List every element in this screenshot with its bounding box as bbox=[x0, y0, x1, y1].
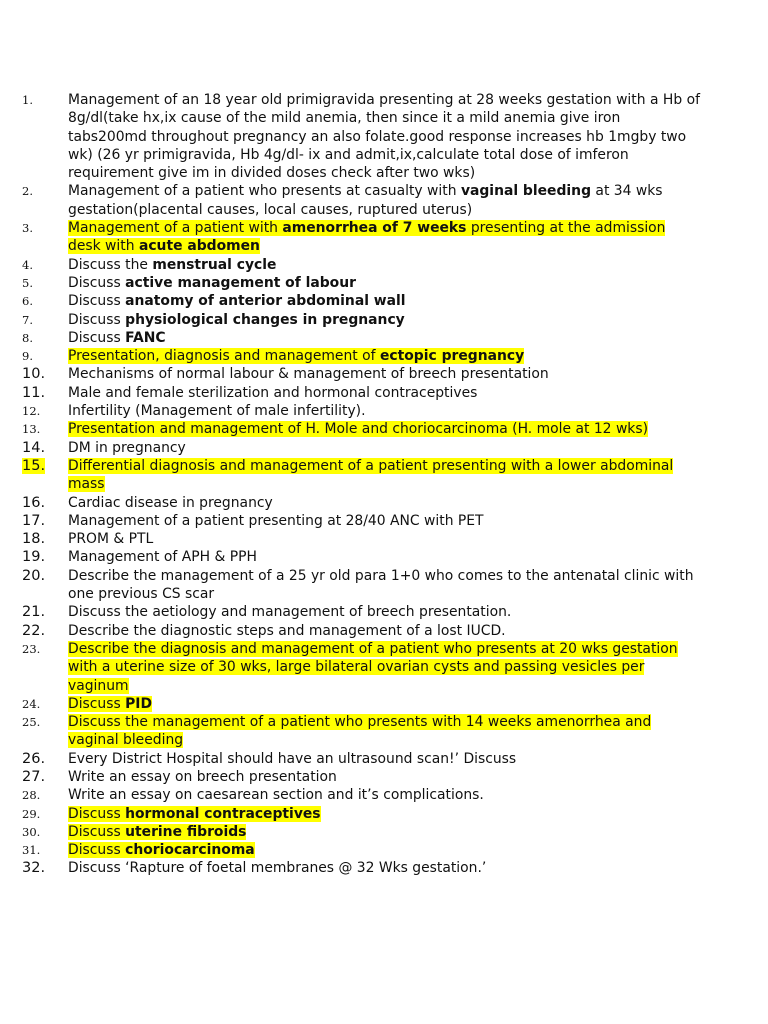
list-item bbox=[0, 311, 768, 329]
item-number bbox=[0, 530, 68, 548]
list-item bbox=[0, 274, 768, 292]
item-number-text: 16. bbox=[22, 494, 46, 511]
item-text-run: Write an essay on breech presentation bbox=[68, 768, 337, 785]
item-number bbox=[0, 567, 68, 585]
item-text bbox=[68, 384, 700, 402]
item-text bbox=[68, 603, 700, 621]
list-item bbox=[0, 530, 768, 548]
list-item bbox=[0, 567, 768, 604]
list-item bbox=[0, 823, 768, 841]
item-text-run: DM in pregnancy bbox=[68, 439, 186, 456]
list-item bbox=[0, 420, 768, 438]
list-item bbox=[0, 439, 768, 457]
item-number bbox=[0, 329, 68, 347]
item-number bbox=[0, 292, 68, 310]
item-text-run: Management of an 18 year old primigravida presenting at 28 weeks gestation with a Hb of 8g/dl(take hx,ix cause of the mild anemia, then since it a mild anemia give iron tabs200md throughout pregnancy an also folate.good response increases hb 1mgby two wk) (26 yr primigravida, Hb 4g/dl- ix and admit,ix,calculate total dose of imferon requirement give im in divided doses check after two wks) bbox=[68, 92, 700, 182]
item-text-bold: acute abdomen bbox=[138, 238, 260, 255]
list-item bbox=[0, 768, 768, 786]
list-item bbox=[0, 640, 768, 695]
item-text-run: Mechanisms of normal labour & management of breech presentation bbox=[68, 366, 549, 383]
item-number-text: 23. bbox=[22, 641, 41, 656]
item-number-text: 27. bbox=[22, 768, 46, 785]
item-number bbox=[0, 603, 68, 621]
item-number-text: 32. bbox=[22, 860, 46, 877]
item-number bbox=[0, 402, 68, 420]
item-text-run: Discuss ‘Rapture of foetal membranes @ 32 Wks gestation.’ bbox=[68, 860, 487, 877]
item-text-run: Describe the diagnostic steps and management of a lost IUCD. bbox=[68, 622, 506, 639]
item-text bbox=[68, 439, 700, 457]
list-item bbox=[0, 256, 768, 274]
item-text bbox=[68, 91, 700, 182]
item-text-run: Discuss bbox=[68, 823, 126, 840]
item-text bbox=[68, 420, 700, 438]
item-number bbox=[0, 347, 68, 365]
item-text-bold: choriocarcinoma bbox=[125, 842, 255, 859]
list-item bbox=[0, 365, 768, 383]
list-item bbox=[0, 695, 768, 713]
item-text-run: PROM & PTL bbox=[68, 531, 154, 548]
item-text-run: Discuss bbox=[68, 695, 126, 712]
item-text-bold: active management of labour bbox=[125, 274, 356, 291]
item-text bbox=[68, 365, 700, 383]
item-text-run: Management of a patient presenting at 28/40 ANC with PET bbox=[68, 512, 484, 529]
item-number bbox=[0, 384, 68, 402]
item-text bbox=[68, 805, 700, 823]
item-number-text: 12. bbox=[22, 404, 41, 419]
item-text bbox=[68, 292, 700, 310]
item-number-text: 2. bbox=[22, 184, 33, 199]
item-number-text: 21. bbox=[22, 604, 46, 621]
item-number-text: 6. bbox=[22, 294, 33, 309]
item-text bbox=[68, 622, 700, 640]
item-number-text: 3. bbox=[22, 221, 33, 236]
item-text-bold: vaginal bleeding bbox=[460, 183, 592, 200]
item-number-text: 9. bbox=[22, 349, 33, 364]
item-number-text: 15. bbox=[22, 457, 46, 474]
item-text-run: Discuss bbox=[68, 274, 126, 291]
list-item bbox=[0, 841, 768, 859]
item-number bbox=[0, 494, 68, 512]
item-number-text: 19. bbox=[22, 549, 46, 566]
item-number-text: 17. bbox=[22, 512, 46, 529]
item-number bbox=[0, 695, 68, 713]
item-text-run: Discuss the bbox=[68, 256, 153, 273]
list-item bbox=[0, 182, 768, 219]
list-item bbox=[0, 219, 768, 256]
item-text-run: Discuss bbox=[68, 805, 126, 822]
item-number bbox=[0, 182, 68, 200]
item-number-text: 30. bbox=[22, 824, 41, 839]
item-number bbox=[0, 439, 68, 457]
item-text bbox=[68, 274, 700, 292]
list-item bbox=[0, 329, 768, 347]
item-text-bold: anatomy of anterior abdominal wall bbox=[125, 293, 406, 310]
item-text-run: Write an essay on caesarean section and it’s complications. bbox=[68, 787, 484, 804]
item-text-run: Discuss bbox=[68, 842, 126, 859]
list-item bbox=[0, 347, 768, 365]
item-number-text: 24. bbox=[22, 696, 41, 711]
item-text-run: Male and female sterilization and hormonal contraceptives bbox=[68, 384, 478, 401]
list-item bbox=[0, 603, 768, 621]
item-text bbox=[68, 859, 700, 877]
item-text-bold: menstrual cycle bbox=[152, 256, 277, 273]
item-text-run: Discuss the aetiology and management of breech presentation. bbox=[68, 604, 512, 621]
item-text bbox=[68, 329, 700, 347]
item-number-text: 22. bbox=[22, 622, 46, 639]
item-text bbox=[68, 695, 700, 713]
item-number bbox=[0, 548, 68, 566]
item-text-run: presenting at the admission desk with bbox=[68, 220, 666, 255]
item-text bbox=[68, 347, 700, 365]
question-list bbox=[0, 91, 768, 878]
list-item bbox=[0, 622, 768, 640]
list-item bbox=[0, 91, 768, 182]
item-number bbox=[0, 512, 68, 530]
item-number bbox=[0, 713, 68, 731]
item-text-bold: PID bbox=[125, 695, 153, 712]
item-text-run: Management of a patient who presents at casualty with bbox=[68, 183, 461, 200]
item-number-text: 1. bbox=[22, 93, 33, 107]
item-number bbox=[0, 274, 68, 292]
item-text-run: Every District Hospital should have an ultrasound scan!’ Discuss bbox=[68, 750, 517, 767]
item-number bbox=[0, 311, 68, 329]
item-text-run: Cardiac disease in pregnancy bbox=[68, 494, 273, 511]
item-text bbox=[68, 713, 700, 750]
item-number-text: 28. bbox=[22, 788, 41, 803]
item-text-run: Management of APH & PPH bbox=[68, 549, 257, 566]
item-text-bold: ectopic pregnancy bbox=[379, 348, 525, 365]
item-number bbox=[0, 805, 68, 823]
list-item bbox=[0, 494, 768, 512]
item-number-text: 25. bbox=[22, 715, 41, 730]
item-number bbox=[0, 841, 68, 859]
item-number-text: 11. bbox=[22, 384, 46, 401]
item-text-run: Presentation, diagnosis and management of bbox=[68, 348, 380, 365]
item-text-run: Discuss bbox=[68, 293, 126, 310]
item-text-run: Discuss bbox=[68, 311, 126, 328]
item-text bbox=[68, 567, 700, 604]
item-number bbox=[0, 256, 68, 274]
list-item bbox=[0, 402, 768, 420]
item-text bbox=[68, 256, 700, 274]
item-text bbox=[68, 219, 700, 256]
item-number bbox=[0, 365, 68, 383]
item-text-run: Describe the diagnosis and management of a patient who presents at 20 wks gestation with a uterine size of 30 wks, large bilateral ovarian cysts and passing vesicles per vaginum bbox=[68, 640, 678, 694]
item-text-bold: hormonal contraceptives bbox=[125, 805, 321, 822]
list-item bbox=[0, 548, 768, 566]
list-item bbox=[0, 384, 768, 402]
item-number bbox=[0, 786, 68, 804]
item-number bbox=[0, 823, 68, 841]
item-text-run: Discuss bbox=[68, 329, 126, 346]
item-text bbox=[68, 182, 700, 219]
item-text-run: Discuss the management of a patient who presents with 14 weeks amenorrhea and vaginal bleeding bbox=[68, 714, 652, 749]
item-text-run: Describe the management of a 25 yr old para 1+0 who comes to the antenatal clinic with one previous CS scar bbox=[68, 567, 694, 603]
item-text bbox=[68, 548, 700, 566]
item-number-text: 26. bbox=[22, 750, 46, 767]
item-number bbox=[0, 750, 68, 768]
item-number-text: 10. bbox=[22, 366, 46, 383]
list-item bbox=[0, 512, 768, 530]
item-text bbox=[68, 768, 700, 786]
item-text-run: Differential diagnosis and management of a patient presenting with a lower abdominal mass bbox=[68, 457, 674, 493]
item-text bbox=[68, 640, 700, 695]
item-number-text: 5. bbox=[22, 275, 33, 290]
item-number bbox=[0, 91, 68, 109]
item-text-bold: amenorrhea of 7 weeks bbox=[282, 220, 467, 237]
item-text-run: Presentation and management of H. Mole and choriocarcinoma (H. mole at 12 wks) bbox=[68, 421, 649, 438]
list-item bbox=[0, 750, 768, 768]
item-number-text: 14. bbox=[22, 439, 46, 456]
item-number bbox=[0, 859, 68, 877]
item-text-run: Infertility (Management of male infertility). bbox=[68, 403, 366, 420]
item-number-text: 31. bbox=[22, 843, 41, 858]
list-item bbox=[0, 786, 768, 804]
item-number-text: 8. bbox=[22, 330, 33, 345]
item-number bbox=[0, 640, 68, 658]
item-number bbox=[0, 457, 68, 475]
item-number-text: 7. bbox=[22, 312, 33, 327]
item-text bbox=[68, 841, 700, 859]
item-number-text: 20. bbox=[22, 567, 46, 584]
item-text bbox=[68, 402, 700, 420]
item-number bbox=[0, 219, 68, 237]
item-text bbox=[68, 786, 700, 804]
item-number bbox=[0, 420, 68, 438]
item-number bbox=[0, 768, 68, 786]
item-text-bold: uterine fibroids bbox=[125, 823, 247, 840]
list-item bbox=[0, 292, 768, 310]
item-number-text: 18. bbox=[22, 531, 46, 548]
list-item bbox=[0, 713, 768, 750]
item-number bbox=[0, 622, 68, 640]
item-text-run: at 34 wks gestation(placental causes, local causes, ruptured uterus) bbox=[68, 183, 663, 218]
list-item bbox=[0, 859, 768, 877]
item-number-text: 4. bbox=[22, 257, 33, 272]
item-text bbox=[68, 494, 700, 512]
item-text-bold: FANC bbox=[125, 329, 166, 346]
item-text bbox=[68, 530, 700, 548]
item-text bbox=[68, 750, 700, 768]
item-text bbox=[68, 823, 700, 841]
item-text bbox=[68, 512, 700, 530]
item-text bbox=[68, 311, 700, 329]
item-number-text: 29. bbox=[22, 806, 41, 821]
list-item bbox=[0, 457, 768, 494]
item-text-run: Management of a patient with bbox=[68, 220, 283, 237]
item-text bbox=[68, 457, 700, 494]
item-number-text: 13. bbox=[22, 422, 41, 437]
item-text-bold: physiological changes in pregnancy bbox=[125, 311, 405, 328]
list-item bbox=[0, 805, 768, 823]
